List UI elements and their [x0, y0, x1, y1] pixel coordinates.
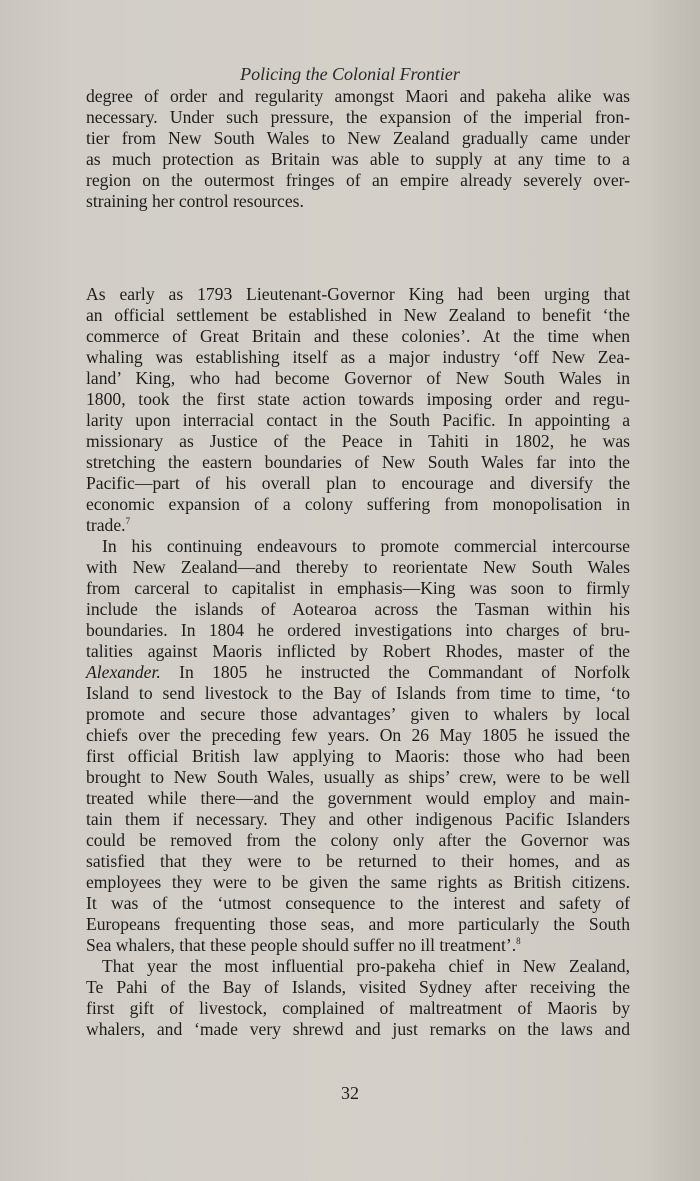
text-segment: first official British law applying to Maoris: those who had been [86, 746, 630, 766]
text-segment: tain them if necessary. They and other indigenous Pacific Islanders [86, 809, 630, 829]
text-segment: Island to send livestock to the Bay of Islands from time to time, ‘to [86, 683, 630, 703]
paragraph-4 [86, 956, 630, 1040]
text-line [86, 662, 630, 683]
text-segment: include the islands of Aotearoa across the Tasman within his [86, 599, 630, 619]
text-line [86, 305, 630, 326]
text-line [86, 578, 630, 599]
text-segment: promote and secure those advantages’ given to whalers by local [86, 704, 630, 724]
text-segment: tier from New South Wales to New Zealand gradually came under [86, 128, 630, 148]
text-line [86, 326, 630, 347]
text-segment: employees they were to be given the same rights as British citizens. [86, 872, 630, 892]
text-segment: boundaries. In 1804 he ordered investigations into charges of bru- [86, 620, 630, 640]
text-line [86, 170, 630, 191]
text-line [86, 128, 630, 149]
text-line [86, 191, 630, 212]
text-line [86, 809, 630, 830]
paragraph-3 [86, 536, 630, 956]
text-segment: from carceral to capitalist in emphasis—King was soon to firmly [86, 578, 630, 598]
text-segment: 1800, took the first state action towards imposing order and regu- [86, 389, 630, 409]
italic-ship-name: Alexander. [86, 662, 161, 682]
text-line [86, 641, 630, 662]
text-segment: first gift of livestock, complained of maltreatment of Maoris by [86, 998, 630, 1018]
text-line [86, 956, 630, 977]
text-segment: talities against Maoris inflicted by Robert Rhodes, master of the [86, 641, 630, 661]
text-segment: could be removed from the colony only after the Governor was [86, 830, 630, 850]
text-line [86, 914, 630, 935]
text-segment: commerce of Great Britain and these colonies’. At the time when [86, 326, 630, 346]
text-line [86, 284, 630, 305]
text-segment: region on the outermost fringes of an empire already severely over- [86, 170, 630, 190]
text-line [86, 515, 630, 536]
text-segment: It was of the ‘utmost consequence to the interest and safety of [86, 893, 630, 913]
text-segment: necessary. Under such pressure, the expansion of the imperial fron- [86, 107, 630, 127]
text-segment: brought to New South Wales, usually as ships’ crew, were to be well [86, 767, 630, 787]
text-line [86, 830, 630, 851]
text-line [86, 557, 630, 578]
text-line [86, 893, 630, 914]
text-line [86, 452, 630, 473]
text-line [86, 347, 630, 368]
text-segment: Te Pahi of the Bay of Islands, visited Sydney after receiving the [86, 977, 630, 997]
text-line [86, 620, 630, 641]
text-segment: In his continuing endeavours to promote commercial intercourse [102, 536, 630, 556]
page-number: 32 [341, 1083, 359, 1103]
text-segment: satisfied that they were to be returned to their homes, and as [86, 851, 630, 871]
text-segment: with New Zealand—and thereby to reorientate New South Wales [86, 557, 630, 577]
text-line [86, 767, 630, 788]
text-line [86, 410, 630, 431]
paragraph-2 [86, 284, 630, 536]
text-line [86, 977, 630, 998]
text-segment: stretching the eastern boundaries of New South Wales far into the [86, 452, 630, 472]
text-segment: Pacific—part of his overall plan to encourage and diversify the [86, 473, 630, 493]
text-segment: whaling was establishing itself as a major industry ‘off New Zea- [86, 347, 630, 367]
text-segment: larity upon interracial contact in the South Pacific. In appointing a [86, 410, 630, 430]
text-line [86, 704, 630, 725]
text-segment: whalers, and ‘made very shrewd and just remarks on the laws and [86, 1019, 630, 1039]
text-segment: land’ King, who had become Governor of New South Wales in [86, 368, 630, 388]
text-segment: economic expansion of a colony suffering from monopolisation in [86, 494, 630, 514]
text-segment: straining her control resources. [86, 191, 304, 211]
text-line [86, 389, 630, 410]
text-segment: missionary as Justice of the Peace in Tahiti in 1802, he was [86, 431, 630, 451]
text-line [86, 494, 630, 515]
text-line [86, 998, 630, 1019]
text-line [86, 149, 630, 170]
text-line [86, 746, 630, 767]
text-line [86, 1019, 630, 1040]
text-line [86, 872, 630, 893]
footnote-marker: 7 [125, 516, 131, 526]
text-line [86, 599, 630, 620]
text-segment: as much protection as Britain was able to supply at any time to a [86, 149, 630, 169]
text-line [86, 86, 630, 107]
text-line [86, 107, 630, 128]
text-line [86, 431, 630, 452]
text-line [86, 536, 630, 557]
text-segment: Sea whalers, that these people should suffer no ill treatment’. [86, 935, 517, 955]
text-segment: In 1805 he instructed the Commandant of Norfolk [160, 662, 630, 682]
text-segment: an official settlement be established in New Zealand to benefit ‘the [86, 305, 630, 325]
text-segment: Europeans frequenting those seas, and more particularly the South [86, 914, 630, 934]
text-line [86, 788, 630, 809]
paragraph-1 [86, 86, 630, 212]
text-segment: As early as 1793 Lieutenant-Governor King had been urging that [86, 284, 630, 304]
footnote-marker: 8 [516, 936, 521, 946]
text-segment: chiefs over the preceding few years. On 26 May 1805 he issued the [86, 725, 630, 745]
running-header: Policing the Colonial Frontier [240, 64, 460, 84]
text-segment: trade. [86, 515, 126, 535]
text-line [86, 725, 630, 746]
text-segment: treated while there—and the government would employ and main- [86, 788, 630, 808]
text-segment: That year the most influential pro-pakeha chief in New Zealand, [102, 956, 630, 976]
text-line [86, 935, 630, 956]
text-line [86, 851, 630, 872]
text-segment: degree of order and regularity amongst Maori and pakeha alike was [86, 86, 630, 106]
text-line [86, 368, 630, 389]
text-line [86, 683, 630, 704]
text-line [86, 473, 630, 494]
